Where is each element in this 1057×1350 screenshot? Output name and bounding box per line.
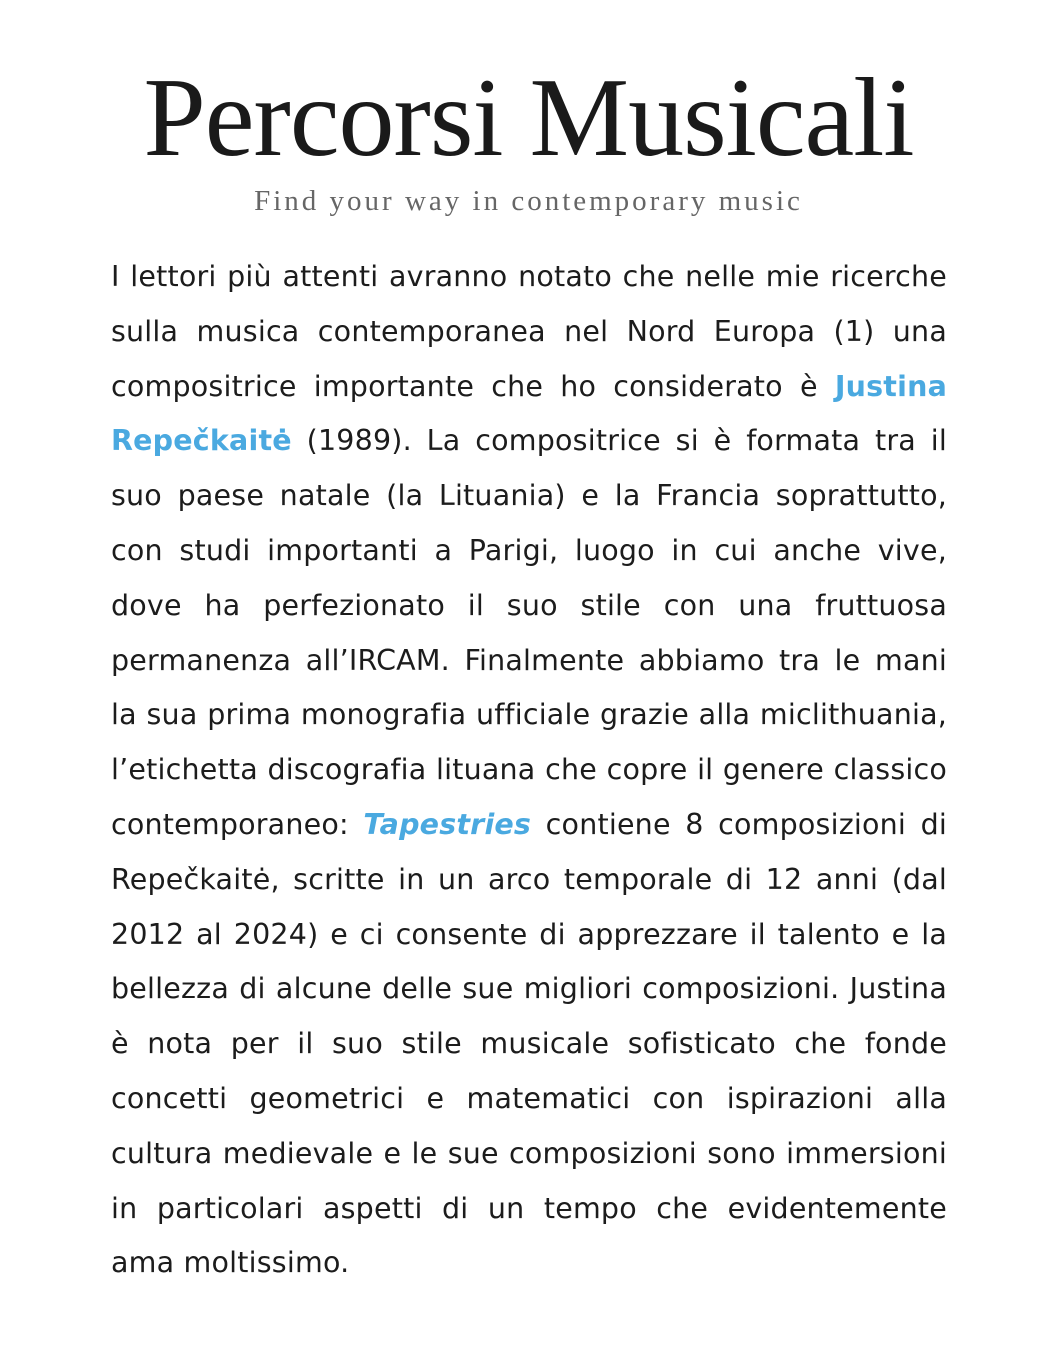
article-paragraph: [111, 250, 947, 1291]
album-link[interactable]: Tapestries: [363, 807, 532, 841]
site-title[interactable]: Percorsi Musicali: [143, 56, 914, 180]
paragraph-text-3: contiene 8 composizioni di Repečkaitė, scritte in un arco temporale di 12 anni (dal 2012 al 2024) e ci consente di apprezzare il talento e la bellezza di alcune delle sue migliori composizioni. Justina è nota per il suo stile musicale sofisticato che fonde concetti geometrici e matematici con ispirazioni alla cultura medievale e le sue composizioni sono immersioni in particolari aspetti di un tempo che evidentemente ama moltissimo.: [111, 807, 948, 1280]
paragraph-text-2: (1989). La compositrice si è formata tra il suo paese natale (la Lituania) e la Francia soprattutto, con studi importanti a Parigi, luogo in cui anche vive, dove ha perfezionato il suo stile con una fruttuosa permanenza all’IRCAM. Finalmente abbiamo tra le mani la sua prima monografia ufficiale grazie alla miclithuania, l’etichetta discografia lituana che copre il genere classico contemporaneo:: [111, 424, 947, 841]
site-tagline: Find your way in contemporary music: [254, 185, 803, 217]
paragraph-text-1: I lettori più attenti avranno notato che nelle mie ricerche sulla musica contemporanea nel Nord Europa (1) una compositrice importante che ho considerato è: [111, 260, 947, 403]
composer-link[interactable]: Justina Repečkaitė: [111, 369, 947, 458]
site-header: [0, 0, 1057, 218]
